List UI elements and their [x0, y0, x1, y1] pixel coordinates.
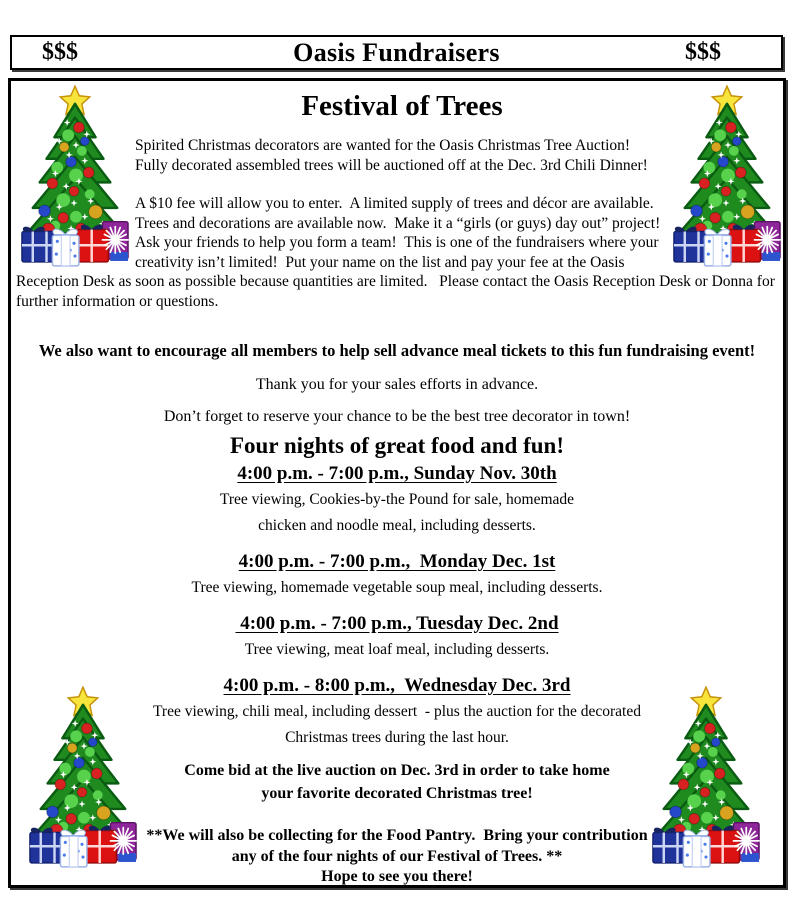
- hope-line: Hope to see you there!: [321, 868, 473, 885]
- page-title: Festival of Trees: [301, 90, 503, 122]
- schedule-time-text: 4:00 p.m. - 7:00 p.m., Monday Dec. 1st: [238, 551, 556, 572]
- christmas-tree-icon: [28, 686, 138, 869]
- intro-paragraph-1: Spirited Christmas decorators are wanted for the Oasis Christmas Tree Auction! Fully decorated assembled trees will be auctioned off at the Dec. 3rd Chili Dinner!: [135, 137, 648, 174]
- food-pantry-line-2: any of the four nights of our Festival of Trees. **: [231, 848, 563, 865]
- schedule-block-monday: [11, 549, 783, 601]
- schedule-time: [11, 549, 783, 575]
- schedule-desc-line: Tree viewing, chili meal, including dessert - plus the auction for the decorated: [153, 703, 641, 720]
- christmas-tree-icon: [20, 85, 130, 268]
- schedule-block-sunday: [11, 461, 783, 539]
- flyer-body: [8, 78, 786, 888]
- auction-invite-line-2: your favorite decorated Christmas tree!: [261, 785, 533, 802]
- schedule-time-text: 4:00 p.m. - 7:00 p.m., Sunday Nov. 30th: [237, 463, 557, 484]
- encourage-line: We also want to encourage all members to help sell advance meal tickets to this fun fundraising event!: [38, 341, 756, 360]
- schedule-heading: Four nights of great food and fun!: [230, 433, 564, 458]
- christmas-tree-icon: [672, 85, 782, 268]
- schedule-desc-line: Christmas trees during the last hour.: [285, 729, 509, 746]
- dollar-signs-right: $$$: [685, 39, 721, 65]
- reserve-line: Don’t forget to reserve your chance to be the best tree decorator in town!: [163, 408, 631, 425]
- intro-paragraph-2: A $10 fee will allow you to enter. A limited supply of trees and décor are available. Trees and decorations are available now. Make it a “girls (or guys) day out” project! Ask your friends to help you form a team! This is one of the fundraisers where your creativity isn’t limited! Put your name on the list and pay your fee at the Oasis Reception Desk as soon as possible because quantities are limited. Please contact the Oasis Reception Desk or Donna for further information or questions.: [16, 195, 775, 310]
- schedule-desc-line: chicken and noodle meal, including desserts.: [258, 517, 536, 534]
- thanks-line: Thank you for your sales efforts in advance.: [255, 376, 539, 393]
- banner: [10, 35, 783, 70]
- schedule-time-text: 4:00 p.m. - 8:00 p.m., Wednesday Dec. 3rd: [223, 675, 571, 696]
- dollar-signs-left: $$$: [42, 39, 78, 65]
- auction-invite-line-1: Come bid at the live auction on Dec. 3rd in order to take home: [184, 762, 610, 779]
- banner-title: Oasis Fundraisers: [293, 37, 500, 67]
- schedule-desc-line: Tree viewing, Cookies-by-the Pound for sale, homemade: [219, 491, 575, 508]
- schedule-block-tuesday: [11, 611, 783, 663]
- schedule-desc-line: Tree viewing, meat loaf meal, including desserts.: [244, 641, 550, 658]
- christmas-tree-icon: [651, 686, 761, 869]
- food-pantry-line-1: **We will also be collecting for the Food Pantry. Bring your contribution: [146, 827, 648, 844]
- schedule-desc-line: Tree viewing, homemade vegetable soup meal, including desserts.: [191, 579, 603, 596]
- schedule-time-text: 4:00 p.m. - 7:00 p.m., Tuesday Dec. 2nd: [235, 613, 559, 634]
- schedule-time: [11, 611, 783, 637]
- schedule-time: [11, 461, 783, 487]
